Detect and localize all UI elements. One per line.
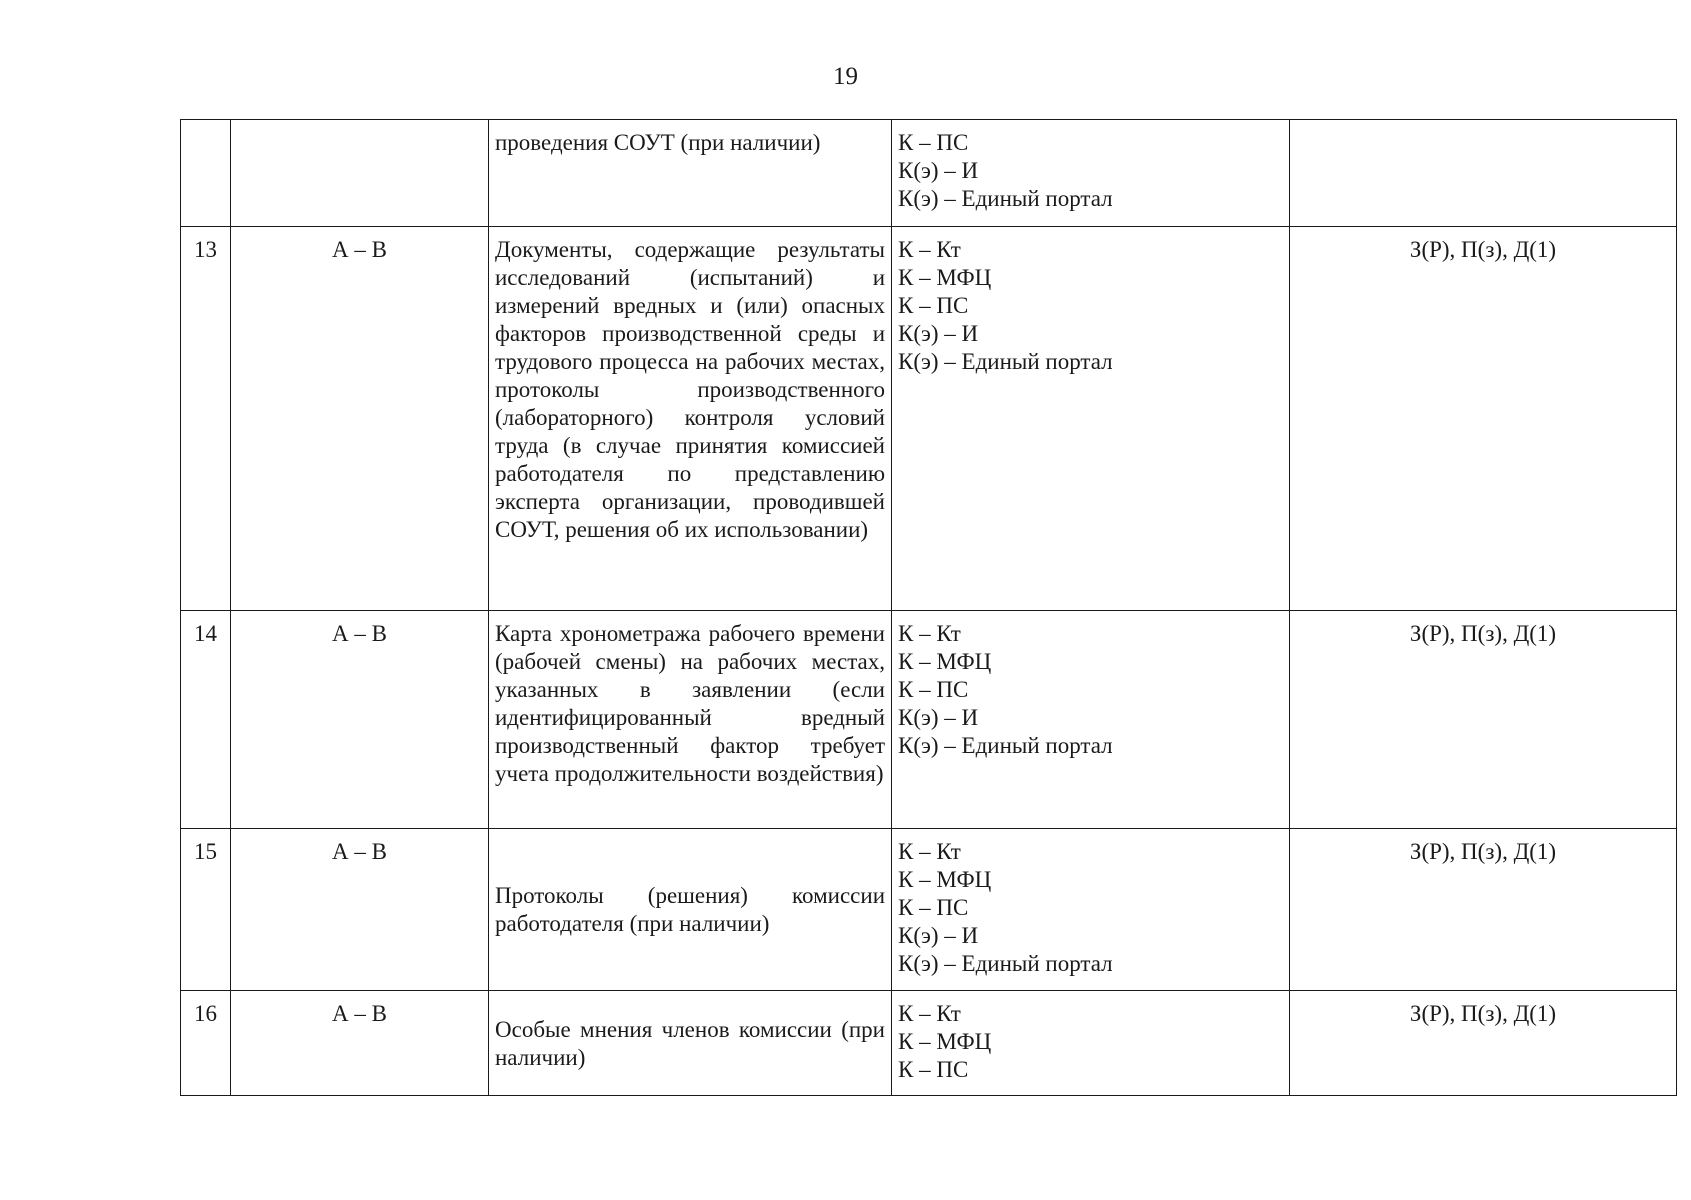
- documents-table: [180, 119, 1677, 1096]
- row-forms: [892, 120, 1290, 227]
- table-row: [181, 829, 1677, 991]
- row-terms: З(Р), П(з), Д(1): [1290, 991, 1677, 1096]
- form-item: К – ПС: [898, 895, 969, 920]
- table-row: [181, 991, 1677, 1096]
- row-number: 13: [181, 227, 231, 611]
- row-terms: З(Р), П(з), Д(1): [1290, 611, 1677, 829]
- form-item: К – ПС: [898, 1057, 969, 1082]
- form-item: К(э) – Единый портал: [898, 186, 1113, 211]
- form-item: К – МФЦ: [898, 649, 992, 674]
- row-document: проведения СОУТ (при наличии): [489, 120, 892, 227]
- row-document: Карта хронометража рабочего времени (рабочей смены) на рабочих местах, указанных в заявлении (если идентифицированный вредный производственный фактор требует учета продолжительности воздействия): [489, 611, 892, 829]
- row-document: Особые мнения членов комиссии (при наличии): [489, 991, 892, 1096]
- form-item: К – Кт: [898, 839, 961, 864]
- row-number: 14: [181, 611, 231, 829]
- form-item: К – ПС: [898, 130, 969, 155]
- row-forms: [892, 611, 1290, 829]
- row-forms: [892, 829, 1290, 991]
- row-class: А – В: [231, 829, 489, 991]
- form-item: К – ПС: [898, 677, 969, 702]
- form-item: К – МФЦ: [898, 867, 992, 892]
- row-terms: [1290, 120, 1677, 227]
- page-number: 19: [833, 63, 858, 90]
- row-number: [181, 120, 231, 227]
- form-item: К(э) – И: [898, 158, 979, 183]
- form-item: К – МФЦ: [898, 1029, 992, 1054]
- row-terms: З(Р), П(з), Д(1): [1290, 829, 1677, 991]
- form-item: К – Кт: [898, 237, 961, 262]
- row-forms: [892, 991, 1290, 1096]
- form-item: К(э) – И: [898, 321, 979, 346]
- form-item: К – ПС: [898, 293, 969, 318]
- row-class: А – В: [231, 611, 489, 829]
- table-row: [181, 611, 1677, 829]
- form-item: К(э) – И: [898, 923, 979, 948]
- row-class: А – В: [231, 991, 489, 1096]
- table-row: [181, 120, 1677, 227]
- row-number: 15: [181, 829, 231, 991]
- form-item: К – МФЦ: [898, 265, 992, 290]
- row-class: А – В: [231, 227, 489, 611]
- form-item: К(э) – И: [898, 705, 979, 730]
- form-item: К(э) – Единый портал: [898, 349, 1113, 374]
- row-document: Документы, содержащие результаты исследований (испытаний) и измерений вредных и (или) опасных факторов производственной среды и трудового процесса на рабочих местах, протоколы производственного (лабораторного) контроля условий труда (в случае принятия комиссией работодателя по представлению эксперта организации, проводившей СОУТ, решения об их использовании): [489, 227, 892, 611]
- row-class: [231, 120, 489, 227]
- row-terms: З(Р), П(з), Д(1): [1290, 227, 1677, 611]
- form-item: К(э) – Единый портал: [898, 733, 1113, 758]
- row-number: 16: [181, 991, 231, 1096]
- form-item: К – Кт: [898, 1001, 961, 1026]
- form-item: К(э) – Единый портал: [898, 951, 1113, 976]
- row-document: Протоколы (решения) комиссии работодателя (при наличии): [489, 829, 892, 991]
- form-item: К – Кт: [898, 621, 961, 646]
- row-forms: [892, 227, 1290, 611]
- table-row: [181, 227, 1677, 611]
